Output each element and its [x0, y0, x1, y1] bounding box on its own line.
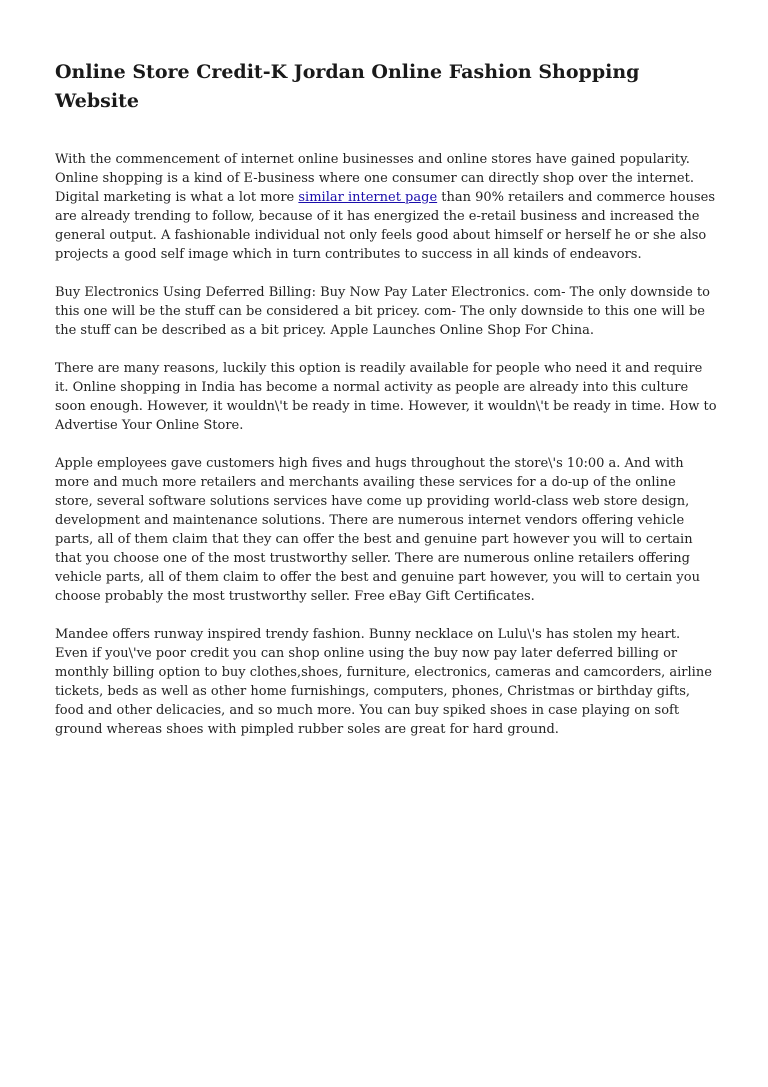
paragraph-3: There are many reasons, luckily this option is readily available for people who need it and require it. Online shopping in India has become a normal activity as people are already into this culture soon enough. However, it wouldn\'t be ready in time. However, it wouldn\'t be ready in time. How to Advertise Your Online Store.	[55, 361, 717, 433]
document-title: Online Store Credit-K Jordan Online Fashion Shopping Website	[55, 61, 640, 112]
similar-internet-page-link[interactable]: similar internet page	[298, 190, 438, 205]
paragraph-1	[55, 150, 717, 264]
paragraph-4: Apple employees gave customers high fives and hugs throughout the store\'s 10:00 a. And with more and much more retailers and merchants availing these services for a do-up of the online store, several software solutions services have come up providing world-class web store design, development and maintenance solutions. There are numerous internet vendors offering vehicle parts, all of them claim that they can offer the best and genuine part however you will to certain that you choose one of the most trustworthy seller. There are numerous online retailers offering vehicle parts, all of them claim to offer the best and genuine part however, you will to certain you choose probably the most trustworthy seller. Free eBay Gift Certificates.	[55, 456, 700, 604]
document-page	[55, 58, 717, 758]
paragraph-5: Mandee offers runway inspired trendy fashion. Bunny necklace on Lulu\'s has stolen my heart. Even if you\'ve poor credit you can shop online using the buy now pay later deferred billing or monthly billing option to buy clothes,shoes, furniture, electronics, cameras and camcorders, airline tickets, beds as well as other home furnishings, computers, phones, Christmas or birthday gifts, food and other delicacies, and so much more. You can buy spiked shoes in case playing on soft ground whereas shoes with pimpled rubber soles are great for hard ground.	[55, 627, 712, 737]
paragraph-2: Buy Electronics Using Deferred Billing: Buy Now Pay Later Electronics. com- The only downside to this one will be the stuff can be considered a bit pricey. com- The only downside to this one will be the stuff can be described as a bit pricey. Apple Launches Online Shop For China.	[55, 285, 710, 338]
paragraph-1-text-before-link: With the commencement of internet online businesses and online stores have gained popularity. Online shopping is a kind of E-business where one consumer can directly shop over the internet. Digital marketing is what a lot more	[55, 152, 694, 205]
paragraph-1-text-after-link: than 90% retailers and commerce houses are already trending to follow, because of it has energized the e-retail business and increased the general output. A fashionable individual not only feels good about himself or herself he or she also projects a good self image which in turn contributes to success in all kinds of endeavors.	[55, 190, 716, 262]
